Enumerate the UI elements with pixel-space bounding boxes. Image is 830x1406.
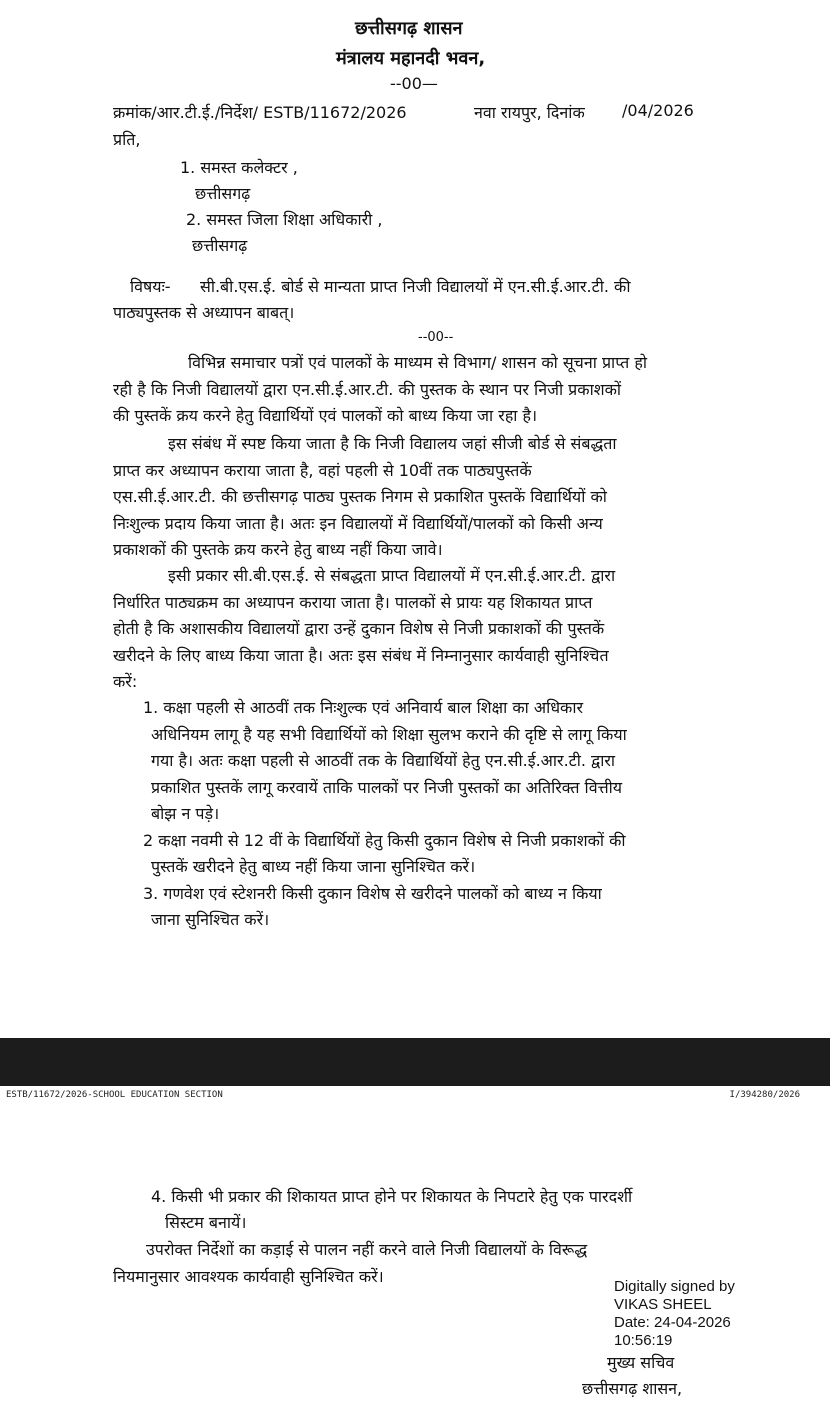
addressee-1-place: छत्तीसगढ़ <box>195 184 251 203</box>
subject-separator: --00-- <box>418 330 454 345</box>
reference-place-date: नवा रायपुर, दिनांक <box>474 103 585 122</box>
paragraph-line: निःशुल्क प्रदाय किया जाता है। अतः इन विद्यालयों में विद्यार्थियों/पालकों को किसी अन्य <box>113 513 603 533</box>
paragraph-line: रही है कि निजी विद्यालयों द्वारा एन.सी.ई.आर.टी. की पुस्तक के स्थान पर निजी प्रकाशकों <box>113 379 622 399</box>
paragraph-line: विभिन्न समाचार पत्रों एवं पालकों के माध्यम से विभाग/ शासन को सूचना प्राप्त हो <box>188 353 647 372</box>
footer-left: ESTB/11672/2026-SCHOOL EDUCATION SECTION <box>6 1090 223 1100</box>
list-item: प्रकाशित पुस्तकें लागू करवायें ताकि पालकों पर निजी पुस्तकों का अतिरिक्त वित्तीय <box>151 777 623 797</box>
point-4-line2: सिस्टम बनायें। <box>165 1213 247 1232</box>
paragraph-line: इसी प्रकार सी.बी.एस.ई. से संबद्धता प्राप्त विद्यालयों में एन.सी.ई.आर.टी. द्वारा <box>168 566 616 585</box>
header-line2: मंत्रालय महानदी भवन, <box>336 48 486 69</box>
signature-line: Digitally signed by <box>614 1278 735 1295</box>
list-item: बोझ न पड़े। <box>151 804 220 823</box>
list-item: पुस्तकें खरीदने हेतु बाध्य नहीं किया जाना सुनिश्चित करें। <box>151 857 476 876</box>
addressee-1: 1. समस्त कलेक्टर , <box>180 158 298 177</box>
paragraph-line: इस संबंध में स्पष्ट किया जाता है कि निजी विद्यालय जहां सीजी बोर्ड से संबद्धता <box>168 434 617 453</box>
paragraph-3 <box>113 563 713 696</box>
page-break-band <box>0 1038 830 1086</box>
paragraph-line: खरीदने के लिए बाध्य किया जाता है। अतः इस संबंध में निम्नानुसार कार्यवाही सुनिश्चित <box>113 645 609 665</box>
points-list <box>143 695 627 934</box>
reference-number: क्रमांक/आर.टी.ई./निर्देश/ ESTB/11672/2026 <box>113 103 407 122</box>
paragraph-line: करें: <box>113 672 138 691</box>
list-item: गया है। अतः कक्षा पहली से आठवीं तक के विद्यार्थियों हेतु एन.सी.ई.आर.टी. द्वारा <box>151 751 616 770</box>
signatory-office: छत्तीसगढ़ शासन, <box>582 1379 683 1398</box>
signature-time: 10:56:19 <box>614 1332 673 1349</box>
digital-signature <box>614 1278 735 1350</box>
list-item: अधिनियम लागू है यह सभी विद्यार्थियों को शिक्षा सुलभ कराने की दृष्टि से लागू किया <box>151 724 627 744</box>
signature-date: Date: 24-04-2026 <box>614 1314 731 1331</box>
to-label: प्रति, <box>113 130 141 149</box>
subject-line1: सी.बी.एस.ई. बोर्ड से मान्यता प्राप्त निजी विद्यालयों में एन.सी.ई.आर.टी. की <box>200 277 631 296</box>
paragraph-line: की पुस्तकें क्रय करने हेतु विद्यार्थियों एवं पालकों को बाध्य किया जा रहा है। <box>113 406 538 425</box>
paragraph-line: एस.सी.ई.आर.टी. की छत्तीसगढ़ पाठ्य पुस्तक निगम से प्रकाशित पुस्तकें विद्यार्थियों को <box>113 487 607 506</box>
paragraph-line: प्रकाशकों की पुस्तके क्रय करने हेतु बाध्य नहीं किया जावे। <box>113 540 443 559</box>
header-separator: --00— <box>390 74 438 93</box>
paragraph-line: निर्धारित पाठ्यक्रम का अध्यापन कराया जाता है। पालकों से प्रायः यह शिकायत प्राप्त <box>113 592 593 612</box>
list-item: 3. गणवेश एवं स्टेशनरी किसी दुकान विशेष से खरीदने पालकों को बाध्य न किया <box>143 883 602 903</box>
addressee-2: 2. समस्त जिला शिक्षा अधिकारी , <box>186 210 383 229</box>
subject-label: विषयः- <box>130 277 171 296</box>
list-item: 2 कक्षा नवमी से 12 वीं के विद्यार्थियों हेतु किसी दुकान विशेष से निजी प्रकाशकों की <box>143 830 626 850</box>
paragraph-line: होती है कि अशासकीय विद्यालयों द्वारा उन्हें दुकान विशेष से निजी प्रकाशकों की पुस्तकें <box>113 619 605 638</box>
paragraph-1 <box>113 350 713 430</box>
paragraph-line: प्राप्त कर अध्यापन कराया जाता है, वहां पहली से 10वीं तक पाठ्यपुस्तकें <box>113 460 532 480</box>
signature-name: VIKAS SHEEL <box>614 1296 712 1313</box>
paragraph-2 <box>113 431 713 564</box>
subject-line2: पाठ्यपुस्तक से अध्यापन बाबत्। <box>113 303 295 322</box>
paragraph-line: उपरोक्त निर्देशों का कड़ाई से पालन नहीं करने वाले निजी विद्यालयों के विरूद्ध <box>146 1240 588 1259</box>
footer-right: I/394280/2026 <box>729 1090 800 1100</box>
list-item: जाना सुनिश्चित करें। <box>151 910 270 929</box>
list-item: 1. कक्षा पहली से आठवीं तक निःशुल्क एवं अनिवार्य बाल शिक्षा का अधिकार <box>143 698 584 717</box>
header-line1: छत्तीसगढ़ शासन <box>355 18 463 39</box>
paragraph-line: नियमानुसार आवश्यक कार्यवाही सुनिश्चित करें। <box>113 1266 384 1286</box>
signatory-designation: मुख्य सचिव <box>607 1353 675 1372</box>
reference-date: /04/2026 <box>622 101 694 120</box>
point-4-line1: 4. किसी भी प्रकार की शिकायत प्राप्त होने पर शिकायत के निपटारे हेतु एक पारदर्शी <box>151 1187 633 1206</box>
addressee-2-place: छत्तीसगढ़ <box>192 236 248 255</box>
